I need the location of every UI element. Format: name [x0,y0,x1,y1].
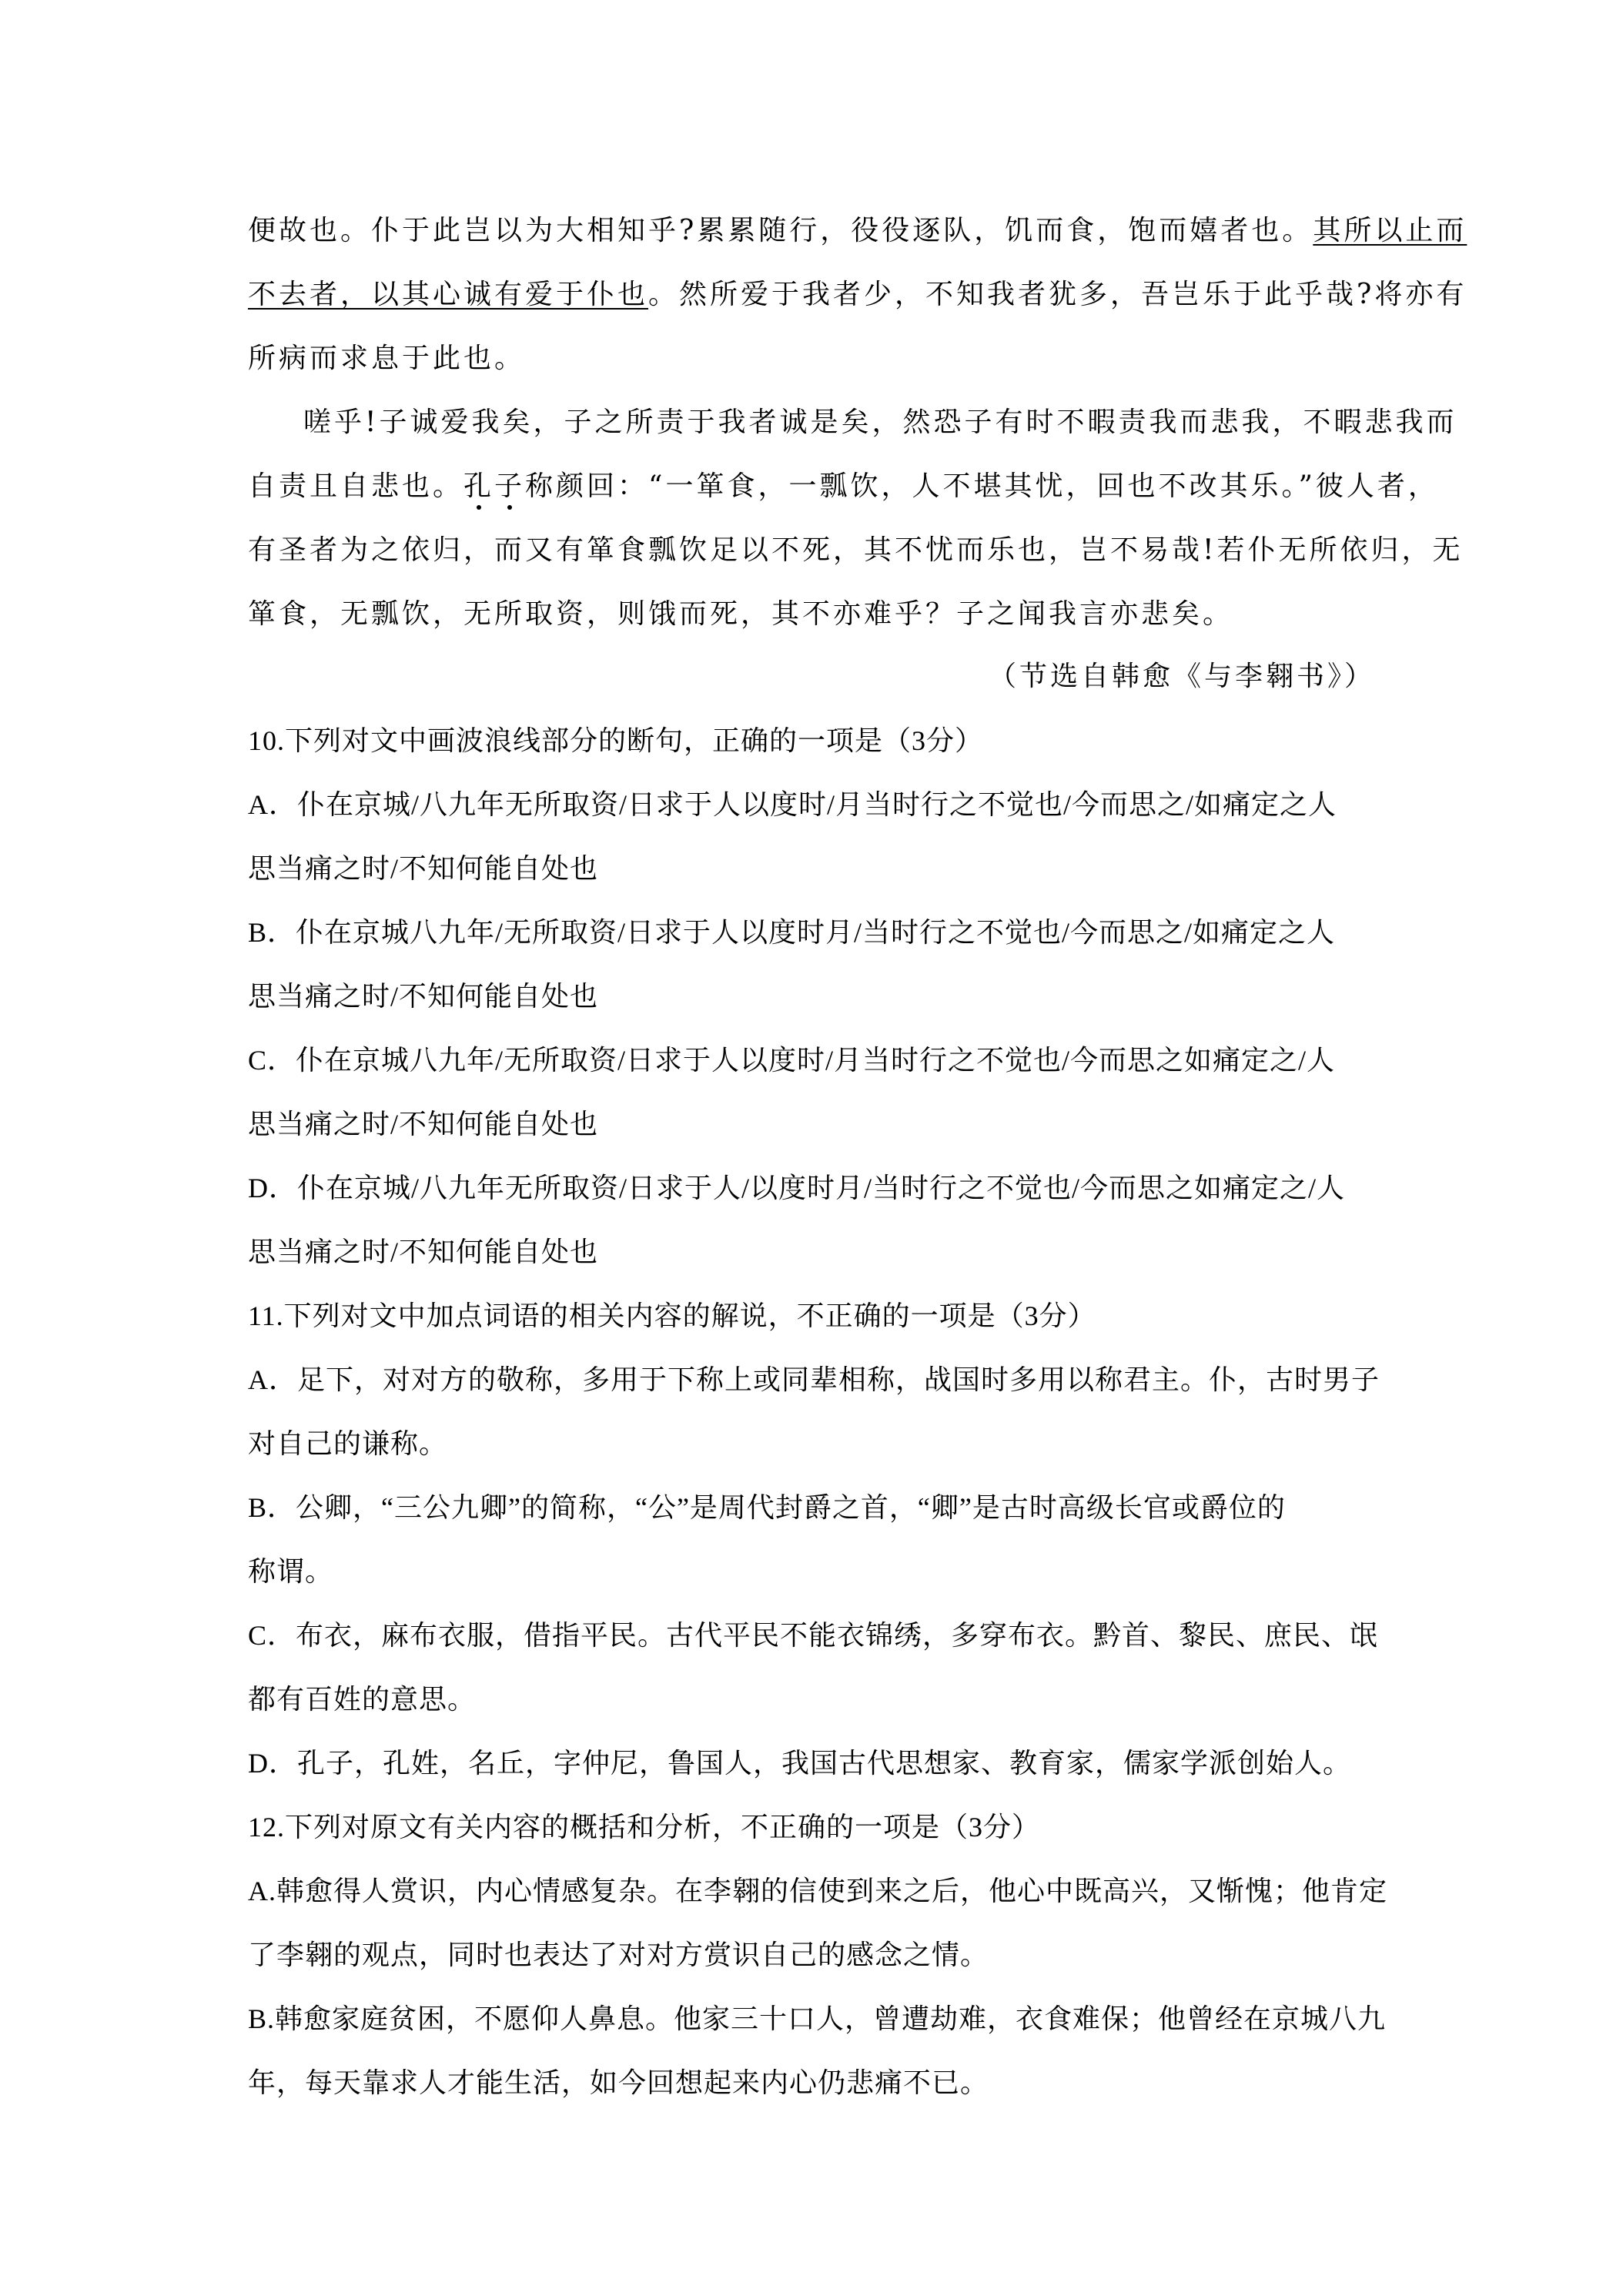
passage-text: 自责且自悲也。 [248,470,464,502]
passage-line-7: 箪食，无瓢饮，无所取资，则饿而死，其不亦难乎？子之闻我言亦悲矣。 [248,598,1234,630]
q12-option-b-line-2: 年，每天靠求人才能生活，如今回想起来内心仍悲痛不已。 [248,2067,989,2098]
passage-text: 称颜回：“一箪食，一瓢饮，人不堪其忧，回也不改其乐。”彼人者， [525,470,1439,502]
q10-option-c-line-1: C．仆在京城八九年/无所取资/日求于人以度时/月当时行之不觉也/今而思之如痛定之/人 [248,1045,1336,1076]
q11-option-b-line-1: B．公卿，“三公九卿”的简称，“公”是周代封爵之首，“卿”是古时高级长官或爵位的 [248,1492,1286,1523]
q12-option-a-line-2: 了李翱的观点，同时也表达了对对方赏识自己的感念之情。 [248,1940,989,1970]
passage-line-5 [248,468,1439,505]
question-11-stem: 11.下列对文中加点词语的相关内容的解说，不正确的一项是（3分） [248,1300,1096,1331]
underlined-sentence: 不去者，以其心诚有爱于仆也 [248,279,649,310]
passage-line-3: 所病而求息于此也。 [248,343,526,374]
q12-option-a-line-1: A.韩愈得人赏识，内心情感复杂。在李翱的信使到来之后，他心中既高兴，又惭愧；他肯定 [248,1876,1387,1906]
passage-source: （节选自韩愈《与李翱书》） [988,661,1375,692]
q11-option-a-line-1: A．足下，对对方的敬称，多用于下称上或同辈相称，战国时多用以称君主。仆，古时男子 [248,1364,1380,1395]
passage-line-1 [248,213,1467,249]
q11-option-c-line-1: C．布衣，麻布衣服，借指平民。古代平民不能衣锦绣，多穿布衣。黔首、黎民、庶民、氓 [248,1620,1379,1651]
q10-option-d-line-2: 思当痛之时/不知何能自处也 [248,1237,599,1267]
dotted-char: 孔 [463,470,495,502]
question-12-stem: 12.下列对原文有关内容的概括和分析，不正确的一项是（3分） [248,1812,1041,1842]
q10-option-b-line-1: B．仆在京城八九年/无所取资/日求于人以度时月/当时行之不觉也/今而思之/如痛定之人 [248,917,1336,948]
dotted-char: 子 [494,470,526,502]
q10-option-a-line-2: 思当痛之时/不知何能自处也 [248,853,599,884]
q11-option-d-line-1: D．孔子，孔姓，名丘，字仲尼，鲁国人，我国古代思想家、教育家，儒家学派创始人。 [248,1748,1351,1779]
q12-option-b-line-1: B.韩愈家庭贫困，不愿仰人鼻息。他家三十口人，曾遭劫难，衣食难保；他曾经在京城八九 [248,2003,1387,2034]
q10-option-b-line-2: 思当痛之时/不知何能自处也 [248,981,599,1012]
passage-line-4: 嗟乎!子诚爱我矣，子之所责于我者诚是矣，然恐子有时不暇责我而悲我，不暇悲我而 [303,407,1457,438]
q10-option-a-line-1: A．仆在京城/八九年无所取资/日求于人以度时/月当时行之不觉也/今而思之/如痛定之人 [248,789,1337,820]
passage-line-6: 有圣者为之依归，而又有箪食瓢饮足以不死，其不忧而乐也，岂不易哉!若仆无所依归，无 [248,534,1464,566]
passage-text: 便故也。仆于此岂以为大相知乎?累累随行，役役逐队，饥而食，饱而嬉者也。 [248,215,1313,246]
q10-option-d-line-1: D．仆在京城/八九年无所取资/日求于人/以度时月/当时行之不觉也/今而思之如痛定之/人 [248,1173,1346,1203]
q10-option-c-line-2: 思当痛之时/不知何能自处也 [248,1109,599,1140]
q11-option-a-line-2: 对自己的谦称。 [248,1428,448,1459]
underlined-sentence: 其所以止而 [1313,215,1467,246]
passage-text: 。然所爱于我者少，不知我者犹多，吾岂乐于此乎哉?将亦有 [648,279,1467,310]
question-10-stem: 10.下列对文中画波浪线部分的断句，正确的一项是（3分） [248,725,984,756]
passage-line-2 [248,276,1467,313]
q11-option-b-line-2: 称谓。 [248,1556,334,1587]
q11-option-c-line-2: 都有百姓的意思。 [248,1684,477,1715]
